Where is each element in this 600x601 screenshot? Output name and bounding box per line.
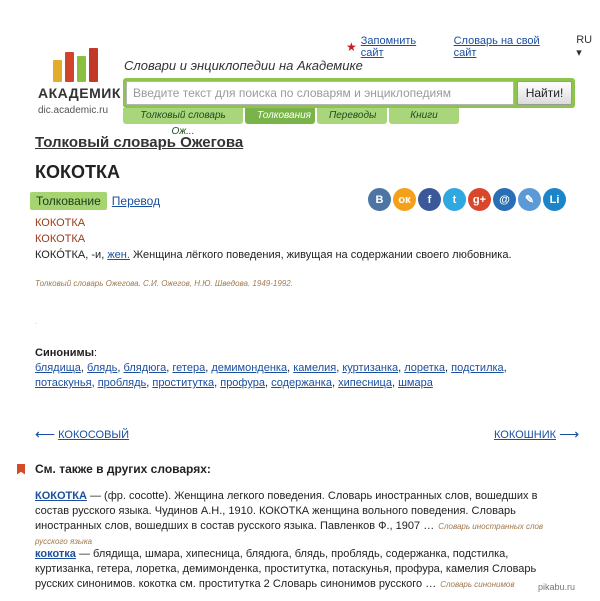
synonym-link[interactable]: блядища [35,362,81,374]
twitter-icon[interactable]: t [443,188,466,211]
prev-word-link[interactable]: КОКОСОВЫЙ [58,428,130,441]
entry-term-link[interactable]: кокотка [35,548,76,560]
other-dictionary-entry [35,489,565,549]
article-entry [35,215,512,263]
livejournal-icon[interactable]: ✎ [518,188,541,211]
synonym-link[interactable]: проблядь [97,377,147,389]
see-also-title: См. также в других словарях: [35,462,211,476]
googleplus-icon[interactable]: g+ [468,188,491,211]
search-tabs [123,108,461,137]
synonym-link[interactable]: камелия [293,362,337,374]
language-select[interactable] [576,34,600,59]
share-buttons [368,188,566,211]
page-title: КОКОТКА [35,162,120,182]
separator-dot: . [35,320,37,326]
definition-text: Женщина лёгкого поведения, живущая на содержании своего любовника. [129,249,512,261]
entry-source: Толковый словарь Ожегова. С.И. Ожегов, Н.Ю. Шведова. 1949-1992. [35,279,293,288]
synonym-link[interactable]: потаскунья [35,377,92,389]
next-word-nav[interactable] [494,426,579,443]
prev-word-nav[interactable] [35,426,129,443]
logo-title: АКАДЕМИК [38,85,121,101]
search-button[interactable]: Найти! [517,81,572,105]
language-label: RU [576,34,593,46]
synonym-link[interactable]: шмара [398,377,433,389]
odnoklassniki-icon[interactable]: ок [393,188,416,211]
chevron-down-icon: ▾ [576,47,582,59]
tab-definitions[interactable]: Толкования [245,108,315,124]
tagline: Словари и энциклопедии на Академике [124,58,363,73]
synonym-link[interactable]: демимонденка [211,362,288,374]
synonym-link[interactable]: блядюга [123,362,167,374]
entry-source: Словарь синонимов [440,580,515,589]
synonyms: Синонимы: блядища, блядь, блядюга, гетера, демимонденка, камелия, куртизанка, лоретка, подстилка, потаскунья, проблядь, проститутка, профура, содержанка, хипесница, шмара [35,347,507,389]
search-input[interactable] [126,81,514,105]
logo-url: dic.academic.ru [38,105,109,116]
synonym-link[interactable]: гетера [172,362,206,374]
bookmark-icon [17,464,25,475]
synonym-link[interactable]: подстилка [451,362,504,374]
logo[interactable] [38,48,121,116]
liveinternet-icon[interactable]: Li [543,188,566,211]
synonym-link[interactable]: блядь [87,362,118,374]
tab-translations[interactable]: Переводы [317,108,387,124]
vk-icon[interactable]: В [368,188,391,211]
facebook-icon[interactable]: f [418,188,441,211]
books-icon [53,48,108,82]
entry-headword: КОКОТКА [35,217,86,229]
synonym-link[interactable]: профура [220,377,265,389]
see-also-heading [17,462,211,476]
definition-word: КОКÓТКА, -и, [35,249,105,261]
dict-on-site-link[interactable]: Словарь на свой сайт [453,34,540,59]
search-bar [123,78,575,108]
star-icon: ★ [346,39,357,54]
remember-site-link[interactable]: Запомнить сайт [360,34,417,59]
entry-term-link[interactable]: КОКОТКА [35,490,87,502]
watermark: pikabu.ru [538,582,576,592]
arrow-left-icon: ⟵ [35,426,56,442]
dictionary-title[interactable]: Толковый словарь Ожегова [35,134,244,151]
synonym-link[interactable]: хипесница [338,377,392,389]
arrow-right-icon: ⟶ [559,426,580,442]
gender-link[interactable]: жен. [107,249,130,261]
tab-translation[interactable]: Перевод [111,194,161,208]
tab-books[interactable]: Книги [389,108,459,124]
entry-text: — (фр. cocotte). Женщина легкого поведения. Словарь иностранных слов, вошедших в состав русского языка. Чудинов А.Н., 1910. КОКОТКА женщина вольного поведения. Словарь иностранных слов, вошедших в состав русского языка. Павленков Ф., 1907 … [35,490,538,532]
mailru-icon[interactable]: @ [493,188,516,211]
entry-source: Словарь иностранных слов русского языка [35,522,544,546]
synonyms-label: Синонимы [35,347,95,359]
top-links [346,34,600,59]
synonym-link[interactable]: проститутка [152,377,215,389]
synonym-link[interactable]: куртизанка [342,362,399,374]
entry-definition [35,247,512,263]
synonym-link[interactable]: лоретка [404,362,446,374]
synonym-link[interactable]: содержанка [271,377,332,389]
tab-definition[interactable]: Толкование [30,192,107,210]
next-word-link[interactable]: КОКОШНИК [494,428,557,441]
entry-text: — блядища, шмара, хипесница, блядюга, блядь, проблядь, содержанка, подстилка, куртизанка, гетера, лоретка, демимонденка, проститутка, потаскунья, профура, камелия Словарь русских синонимов. кокотка см. проститутка 2 Словарь синонимов русского … [35,548,537,590]
article-tabs [30,192,160,210]
tab-ozhegov-dictionary[interactable]: Толковый словарь Ож... [123,108,243,124]
entry-headword: КОКОТКА [35,233,86,245]
other-dictionary-entry [35,547,565,592]
